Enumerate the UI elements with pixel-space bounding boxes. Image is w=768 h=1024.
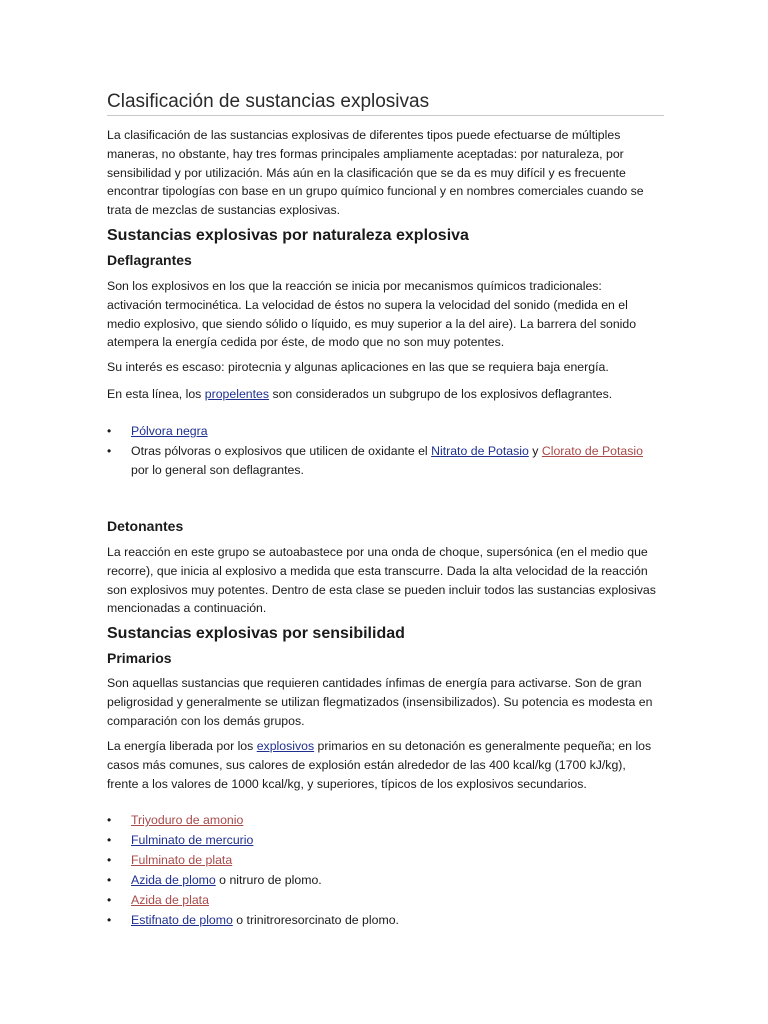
primarios-paragraph-1: Son aquellas sustancias que requieren cantidades ínfimas de energía para activarse. Son de gran peligrosidad y generalmente se utilizan flegmatizados (insensibilizados). Su potencia es modesta en comparación con los demás grupos. — [107, 676, 653, 728]
subheading-detonantes: Detonantes — [107, 518, 184, 534]
link-azida-de-plomo[interactable]: Azida de plomo — [131, 873, 216, 887]
intro-paragraph: La clasificación de las sustancias explosivas de diferentes tipos puede efectuarse de múltiples maneras, no obstante, hay tres formas principales ampliamente aceptadas: por naturaleza, por sensibilidad y por utilización. Más aún en la clasificación que se da es muy difícil y es frecuente encontrar tipologías con base en un grupo químico funcional y en nombres comerciales cuando se trata de mezclas de sustancias explosivas. — [107, 128, 644, 218]
section-heading-naturaleza: Sustancias explosivas por naturaleza explosiva — [107, 227, 469, 244]
detonantes-paragraph: La reacción en este grupo se autoabastece por una onda de choque, supersónica (en el medio que recorre), que inicia al explosivo a medida que esta transcurre. Dada la alta velocidad de la reacción son explosivos muy potentes. Dentro de esta clase se pueden incluir todos las sustancias explosivas mencionadas a continuación. — [107, 545, 656, 616]
list-item — [107, 851, 659, 870]
text-span: La energía liberada por los — [107, 739, 257, 753]
list-item — [107, 911, 659, 930]
text-span: o nitruro de plomo. — [215, 873, 322, 887]
text-span: y — [528, 444, 542, 458]
subheading-deflagrantes: Deflagrantes — [107, 252, 192, 268]
link-estifnato-de-plomo[interactable]: Estifnato de plomo — [131, 913, 233, 927]
section-heading-sensibilidad: Sustancias explosivas por sensibilidad — [107, 625, 405, 642]
link-fulminato-de-plata[interactable]: Fulminato de plata — [131, 853, 233, 867]
bullet-icon: • — [107, 913, 112, 927]
primarios-paragraph-2 — [107, 737, 659, 793]
bullet-icon: • — [107, 813, 112, 827]
page-title: Clasificación de sustancias explosivas — [107, 91, 664, 116]
link-nitrato-de-potasio[interactable]: Nitrato de Potasio — [431, 444, 529, 458]
text-span: o trinitroresorcinato de plomo. — [232, 913, 399, 927]
list-item — [107, 811, 659, 830]
list-item — [107, 871, 659, 890]
text-span: por lo general son deflagrantes. — [131, 463, 304, 477]
primarios-list — [107, 811, 659, 931]
deflagrantes-paragraph-3 — [107, 385, 659, 404]
link-propelentes[interactable]: propelentes — [204, 387, 270, 401]
deflagrantes-paragraph-1: Son los explosivos en los que la reacción se inicia por mecanismos químicos tradicionales: activación termocinética. La velocidad de éstos no supera la velocidad del sonido (medida en el medio explosivo, que siendo sólido o líquido, es muy superior a la del aire). La barrera del sonido atempera la energía cedida por éste, de modo que no son muy potentes. — [107, 279, 637, 350]
text-span: son considerados un subgrupo de los explosivos deflagrantes. — [269, 387, 613, 401]
link-azida-de-plata[interactable]: Azida de plata — [131, 893, 209, 907]
bullet-icon: • — [107, 853, 112, 867]
bullet-icon: • — [107, 444, 112, 458]
link-fulminato-de-mercurio[interactable]: Fulminato de mercurio — [131, 833, 254, 847]
text-span: primarios en su detonación es generalmente pequeña; en los casos más comunes, sus calores de explosión están alrededor de las 400 kcal/kg (1700 kJ/kg), frente a los valores de 1000 kcal/kg, y superiores, típicos de los explosivos secundarios. — [107, 739, 652, 791]
deflagrantes-paragraph-2: Su interés es escaso: pirotecnia y algunas aplicaciones en las que se requiera baja energía. — [107, 360, 609, 374]
list-item — [107, 891, 659, 910]
bullet-icon: • — [107, 833, 112, 847]
link-triyoduro-de-amonio[interactable]: Triyoduro de amonio — [131, 813, 244, 827]
link-polvora-negra[interactable]: Pólvora negra — [131, 424, 208, 438]
text-span: Otras pólvoras o explosivos que utilicen de oxidante el — [131, 444, 432, 458]
bullet-icon: • — [107, 424, 112, 438]
list-item — [107, 422, 659, 441]
list-item — [107, 831, 659, 850]
deflagrantes-list — [107, 422, 659, 481]
text-span: En esta línea, los — [107, 387, 205, 401]
link-clorato-de-potasio[interactable]: Clorato de Potasio — [541, 444, 643, 458]
link-explosivos[interactable]: explosivos — [256, 739, 315, 753]
list-item — [107, 442, 659, 480]
subheading-primarios: Primarios — [107, 650, 172, 666]
bullet-icon: • — [107, 893, 112, 907]
bullet-icon: • — [107, 873, 112, 887]
